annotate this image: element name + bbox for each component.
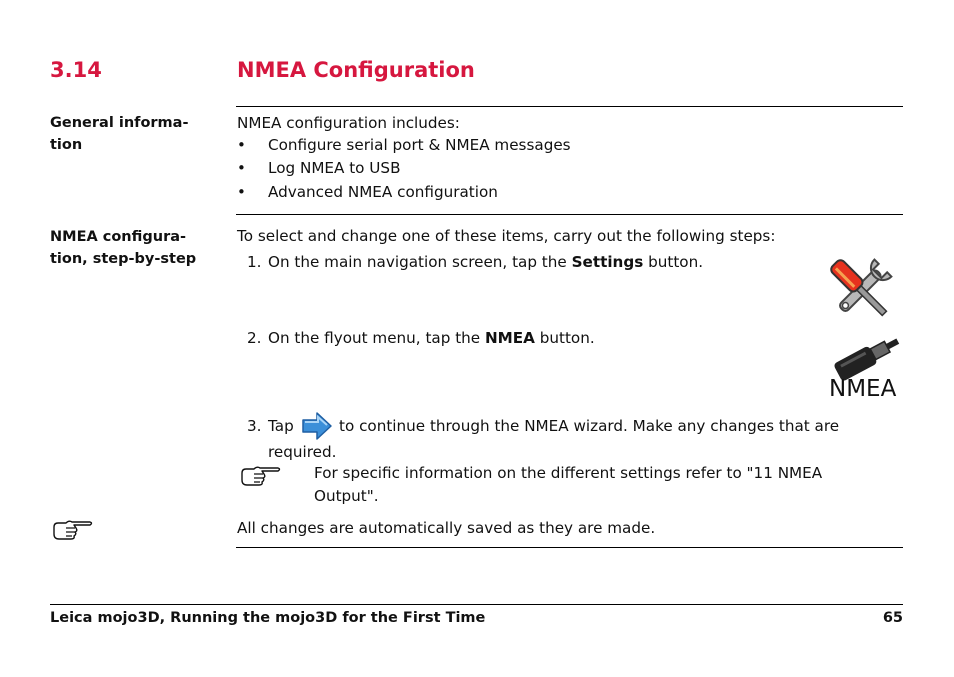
step-text-part: button. bbox=[534, 329, 595, 347]
step-number: 1. bbox=[247, 253, 262, 271]
note-text: For specific information on the different settings refer to "11 NMEA bbox=[314, 464, 823, 482]
note-text: Output". bbox=[314, 487, 379, 505]
side-heading-general bbox=[50, 112, 220, 156]
side-heading-line: tion, step-by-step bbox=[50, 251, 197, 267]
pointing-hand-icon bbox=[240, 464, 282, 486]
side-heading-line: General informa- bbox=[50, 115, 189, 131]
section-intro: NMEA configuration includes: bbox=[237, 114, 460, 132]
step-text-part: On the flyout menu, tap the bbox=[268, 329, 485, 347]
step-keyword: Settings bbox=[571, 253, 644, 271]
divider bbox=[236, 547, 903, 548]
pointing-hand-icon bbox=[52, 518, 94, 540]
page-title: NMEA Configuration bbox=[237, 58, 475, 82]
step-text-part: On the main navigation screen, tap the bbox=[268, 253, 572, 271]
next-arrow-icon bbox=[300, 410, 334, 442]
footer-title: Leica mojo3D, Running the mojo3D for the First Time bbox=[50, 610, 486, 626]
divider bbox=[236, 214, 903, 215]
bullet-mark: • bbox=[237, 159, 246, 177]
step-keyword: NMEA bbox=[484, 329, 535, 347]
bullet-mark: • bbox=[237, 183, 246, 201]
step-text bbox=[268, 251, 703, 273]
step-text bbox=[268, 327, 595, 349]
side-heading-line: NMEA configura- bbox=[50, 229, 187, 245]
section-intro: To select and change one of these items, carry out the following steps: bbox=[237, 227, 776, 245]
step-number: 2. bbox=[247, 329, 262, 347]
note-text: All changes are automatically saved as they are made. bbox=[237, 519, 656, 537]
section-number: 3.14 bbox=[50, 58, 102, 82]
side-heading-line: tion bbox=[50, 137, 83, 153]
settings-tools-icon bbox=[818, 255, 904, 325]
footer-rule bbox=[50, 604, 903, 605]
bullet-mark: • bbox=[237, 136, 246, 154]
divider bbox=[236, 106, 903, 107]
list-item: Log NMEA to USB bbox=[268, 159, 401, 177]
list-item: Advanced NMEA configuration bbox=[268, 183, 498, 201]
usb-plug-icon bbox=[828, 334, 904, 382]
step-text-part: Tap bbox=[268, 417, 294, 435]
list-item: Configure serial port & NMEA messages bbox=[268, 136, 571, 154]
step-text-part: required. bbox=[268, 443, 337, 461]
nmea-icon-label: NMEA bbox=[829, 376, 897, 402]
side-heading-steps bbox=[50, 226, 220, 270]
step-text-part: button. bbox=[643, 253, 704, 271]
page-number: 65 bbox=[882, 610, 903, 626]
nmea-usb-icon bbox=[828, 334, 904, 402]
step-text-part: to continue through the NMEA wizard. Make any changes that are bbox=[339, 417, 840, 435]
step-number: 3. bbox=[247, 417, 262, 435]
